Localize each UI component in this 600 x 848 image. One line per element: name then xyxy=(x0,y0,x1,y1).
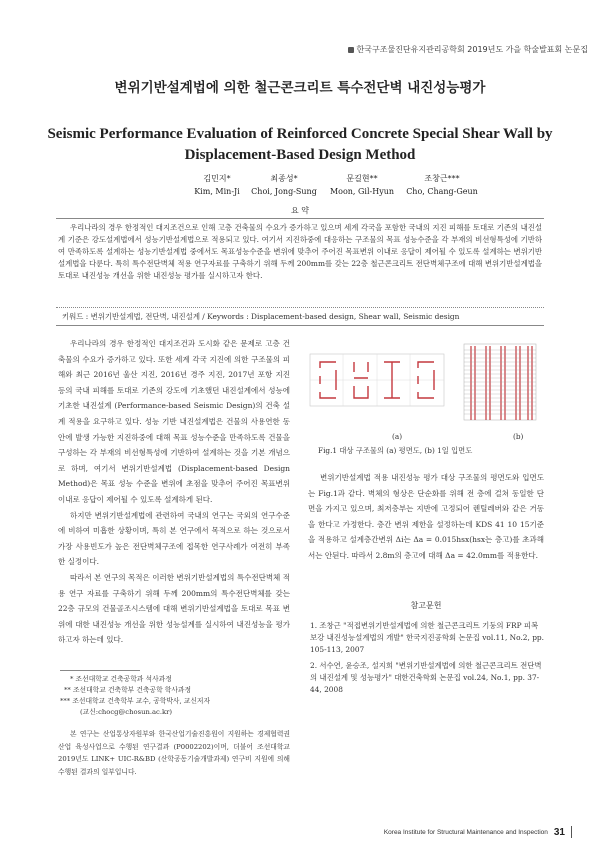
body-paragraph: 변위기반설계법 적용 내진성능 평가 대상 구조물의 평면도와 입면도는 Fig.1과 같다. 벽체의 형상은 단순화를 위해 전 층에 걸쳐 동일한 단면을 가지고 있으며, 최저층부는 지반에 고정되어 렌틸레버와 같은 거동을 한다고 가정한다. 층간 변위 제한을 설정하는데 KDS 41 10 15기준을 적용하고 설계층간변위 Δi는 Δa = 0.015hsx(hsx는 층고)를 초과해서는 안된다. 따라서 2.8m의 층고에 대해 Δa = 42.0mm를 적용한다. xyxy=(308,473,544,560)
floor-plan-figure xyxy=(310,354,444,406)
footer-divider xyxy=(571,826,572,838)
funding-note: 본 연구는 산업통상자원부와 한국산업기술진흥원이 지원하는 경제협력권산업 육성사업으로 수행된 연구결과 (P0002202)이며, 더불어 조선대학교 2019년도 LINK+ UIC-R&BD (산학공동기술개발과제) 연구비 지원에 의해 수행된 결과의 일부입니다. xyxy=(58,730,290,776)
abstract-top-rule xyxy=(56,218,544,219)
bullet-icon xyxy=(348,47,354,53)
footer-org: Korea Institute for Structural Maintenance and Inspection xyxy=(383,828,548,836)
figure-label-a: (a) xyxy=(392,432,403,441)
abstract-heading: 요 약 xyxy=(291,206,309,215)
page-footer xyxy=(384,826,572,838)
right-column-body xyxy=(308,470,544,564)
footnote-rule xyxy=(60,670,140,671)
left-column-body xyxy=(58,336,290,648)
author-4: 조창근*** Cho, Chang-Geun xyxy=(406,174,478,196)
author-3: 문길현** Moon, Gil-Hyun xyxy=(329,174,395,196)
english-title-line1: Seismic Performance Evaluation of Reinforced Concrete Special Shear Wall by xyxy=(47,126,553,142)
reference-item: 2. 서수연, 윤승조, 설지희 "변위기반설계법에 의한 철근콘크리트 전단벽의 내진설계 및 성능평가" 대한건축학회 논문집 vol.24, No.1, pp. 37-44, 2008 xyxy=(310,661,542,694)
keywords: 키워드 : 변위기반설계법, 전단벽, 내진설계 / Keywords : Displacement-based design, Shear wall, Seismic design xyxy=(62,312,460,321)
author-2: 최종성* Choi, Jong-Sung xyxy=(251,174,317,196)
korean-title: 변위기반설계법에 의한 철근콘크리트 특수전단벽 내진성능평가 xyxy=(114,80,486,96)
journal-header xyxy=(348,44,588,55)
figure-label-b: (b) xyxy=(513,432,524,441)
body-paragraph: 우리나라의 경우 한정적인 대지조건과 도시화 같은 문제로 고층 건축물의 수요가 증가하고 있다. 또한 세계 각국 지진에 의한 구조물의 피해와 최근 2016년 울산 지진, 2016년 경주 지진, 2017년 포항 지진 등의 국내 피해를 토대로 기존의 강도에 기초했던 내진설계에서 성능에 기초한 내진설계 (Performance-based Seismic Design)의 건축 설계 적용을 요구하고 있다. 성능 기반 내진설계법은 건물의 사용연한 동안에 발생 가능한 지진하중에 대해 목표 성능수준을 만족하도록 건물을 구성하는 각 부재의 비선형특성에 기반하여 설계하는 것을 기본 개념으로 하며, 여기서 변위기반설계법 (Displacement-based Design Method)은 목표 성능 수준을 변위에 초점을 맞추어 주어진 목표변위 이내로 응답이 제어될 수 있도록 설계하게 된다. xyxy=(58,339,290,504)
abstract-text: 우리나라의 경우 한정적인 대지조건으로 인해 고층 건축물의 수요가 증가하고 있으며 세계 각국을 포함한 국내의 지진 피해를 토대로 기존의 내진설계 기준은 강도설계법에서 성능기반설계법으로 적용되고 있다. 여기서 지진하중에 대응하는 구조물의 목표 성능수준을 각 부재의 비선형특성에 기반하여 만족하도록 설계하는 성능기반설계법 중에서도 목표성능수준을 변위에 맞추어 주어진 목표변위 이내로 응답이 제어될 수 있도록 설계하는 변위기반설계법을 다룬다. 특히 특수전단벽체 적용 연구자료를 구축하기 위해 두께 200mm를 갖는 22층 철근콘크리트 전단벽체구조에 대해 변위기반설계법을 토대로 내진성능 개선을 위한 내진성능 평가를 실시하고자 한다. xyxy=(58,223,542,280)
journal-name: 한국구조물진단유지관리공학회 2019년도 가을 학술발표회 논문집 xyxy=(356,45,588,54)
english-title-line2: Displacement-Based Design Method xyxy=(184,147,416,163)
page-number: 31 xyxy=(553,826,565,838)
figure-plan-elevation xyxy=(306,340,546,425)
references-list xyxy=(310,620,544,696)
references-heading: 참고문헌 xyxy=(410,601,442,610)
body-paragraph: 따라서 본 연구의 목적은 이러한 변위기반설계법의 특수전단벽체 적용 연구 자료를 구축하기 위해 두께 200mm의 특수전단벽체를 갖는 22층 규모의 건물골조시스템에 대해 변위기반설계법을 토대로 목표 변위에 대한 내진성능 개선을 위한 성능설계를 실시하여 내진성능을 평가하고자 하는데 있다. xyxy=(58,572,290,645)
figure-caption: Fig.1 대상 구조물의 (a) 평면도, (b) 1일 입면도 xyxy=(318,446,473,455)
author-footnotes: * 조선대학교 건축공학과 석사과정 ** 조선대학교 건축학부 건축공학 학사과정 *** 조선대학교 건축학부 교수, 공학박사, 교신저자 (교신:chocg@chosun.ac.kr) xyxy=(60,675,211,716)
reference-item: 1. 조창근 "적접변위기반설계법에 의한 철근콘크리트 기둥의 FRP 피복보강 내진성능설계법의 개발" 한국지진공학회 논문집 vol.11, No.2, pp. 105-113, 2007 xyxy=(310,621,545,654)
body-paragraph: 하지만 변위기반설계법에 관련하여 국내의 연구는 국외의 연구수준에 비하여 미흡한 상황이며, 특히 본 연구에서 목적으로 하는 것으로서 가장 사용빈도가 높은 전단벽체구조에 접목한 연구사례가 여전히 부족한 실정이다. xyxy=(58,510,290,567)
keywords-divider xyxy=(56,307,544,308)
abstract-bottom-rule xyxy=(56,325,544,326)
elevation-figure xyxy=(464,344,536,420)
english-title xyxy=(40,124,560,166)
author-1: 김민지* Kim, Min-Ji xyxy=(194,174,240,196)
